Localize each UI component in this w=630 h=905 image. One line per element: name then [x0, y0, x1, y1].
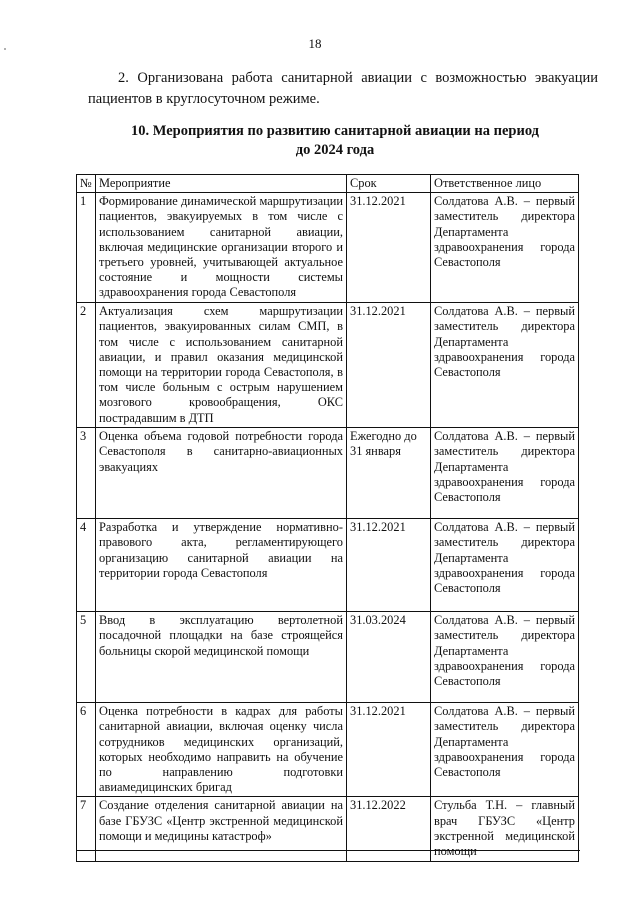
row-num: 3 — [77, 428, 96, 519]
row-activity: Актуализация схем маршрутизации пациентов, эвакуированных силам СМП, в том числе с использованием санитарной авиации, и правил оказания медицинской помощи на территории города Севастополя, в том числе больным с острым нарушением мозгового кровообращения, ОКС пострадавшим в ДТП — [96, 303, 347, 428]
header-num: № — [77, 175, 96, 193]
row-term: 31.12.2022 — [347, 797, 431, 862]
row-activity: Оценка объема годовой потребности города Севастополя в санитарно-авиационных эвакуациях — [96, 428, 347, 519]
section-title-line-1: 10. Мероприятия по развитию санитарной авиации на период — [130, 123, 540, 139]
row-activity: Оценка потребности в кадрах для работы санитарной авиации, включая оценку числа сотрудников медицинских организаций, которых необходимо направить на обучение по направлению подготовки авиамедицинских бригад — [96, 703, 347, 797]
row-activity: Создание отделения санитарной авиации на базе ГБУЗС «Центр экстренной медицинской помощи и медицины катастроф» — [96, 797, 347, 862]
row-responsible: Солдатова А.В. – первый заместитель директора Департамента здравоохранения города Севастополя — [431, 303, 579, 428]
row-activity: Формирование динамической маршрутизации пациентов, эвакуируемых в том числе с использованием санитарной авиации, включая медицинские организации второго и третьего уровней, учитывающей актуальное состояние и мощности системы здравоохранения города Севастополя — [96, 193, 347, 303]
row-num: 5 — [77, 612, 96, 703]
table-row — [77, 797, 579, 862]
row-activity: Разработка и утверждение нормативно-правового акта, регламентирующего организацию санитарной авиации на территории города Севастополя — [96, 519, 347, 612]
table-bottom-border — [76, 850, 580, 851]
intro-paragraph: 2. Организована работа санитарной авиации с возможностью эвакуации пациентов в круглосуточном режиме. — [88, 70, 598, 107]
section-title — [100, 122, 570, 160]
table-row — [77, 303, 579, 428]
row-num: 7 — [77, 797, 96, 862]
row-num: 4 — [77, 519, 96, 612]
row-term: 31.03.2024 — [347, 612, 431, 703]
table-row — [77, 519, 579, 612]
row-term: Ежегодно до 31 января — [347, 428, 431, 519]
row-responsible: Солдатова А.В. – первый заместитель директора Департамента здравоохранения города Севастополя — [431, 519, 579, 612]
header-responsible: Ответственное лицо — [431, 175, 579, 193]
row-activity: Ввод в эксплуатацию вертолетной посадочной площадки на базе строящейся больницы скорой медицинской помощи — [96, 612, 347, 703]
row-num: 2 — [77, 303, 96, 428]
row-num: 6 — [77, 703, 96, 797]
section-title-line-2: до 2024 года — [295, 142, 375, 158]
table-row — [77, 703, 579, 797]
header-term: Срок — [347, 175, 431, 193]
activities-table — [76, 174, 579, 862]
row-term: 31.12.2021 — [347, 193, 431, 303]
row-responsible: Солдатова А.В. – первый заместитель директора Департамента здравоохранения города Севастополя — [431, 193, 579, 303]
row-responsible: Солдатова А.В. – первый заместитель директора Департамента здравоохранения города Севастополя — [431, 612, 579, 703]
row-term: 31.12.2021 — [347, 703, 431, 797]
table-row — [77, 193, 579, 303]
page-number: 18 — [308, 36, 322, 51]
row-responsible: Стульба Т.Н. – главный врач ГБУЗС «Центр экстренной медицинской помощи — [431, 797, 579, 862]
row-num: 1 — [77, 193, 96, 303]
table-row — [77, 428, 579, 519]
row-responsible: Солдатова А.В. – первый заместитель директора Департамента здравоохранения города Севастополя — [431, 428, 579, 519]
header-activity: Мероприятие — [96, 175, 347, 193]
table-header-row — [77, 175, 579, 193]
row-term: 31.12.2021 — [347, 303, 431, 428]
row-responsible: Солдатова А.В. – первый заместитель директора Департамента здравоохранения города Севастополя — [431, 703, 579, 797]
table-row — [77, 612, 579, 703]
row-term: 31.12.2021 — [347, 519, 431, 612]
